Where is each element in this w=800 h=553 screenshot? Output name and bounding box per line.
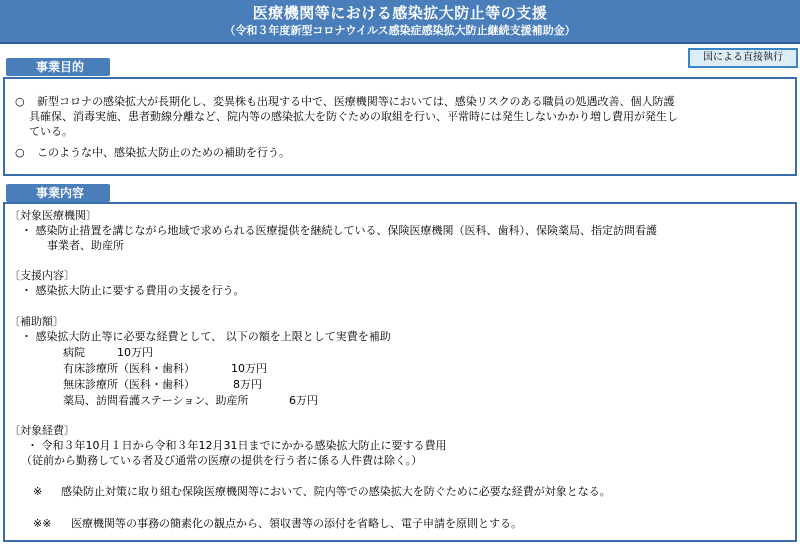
circle-bullet-icon: ○ — [15, 146, 25, 159]
execution-badge: 国による直接執行 — [688, 48, 798, 68]
support-line-1: ・ 感染拡大防止に要する費用の支援を行う。 — [21, 284, 245, 297]
subsidy-row-amount: 6万円 — [289, 394, 318, 407]
subsidy-row-name: 病院 — [63, 346, 85, 359]
subsidy-heading: 〔補助額〕 — [9, 315, 64, 328]
note-1-text: 感染防止対策に取り組む保険医療機関等において、院内等での感染拡大を防ぐために必要な経費が対象となる。 — [61, 485, 611, 498]
support-heading: 〔支援内容〕 — [9, 269, 75, 282]
target-facilities-line-1: ・ 感染防止措置を講じながら地域で求められる医療提供を継続している、保険医療機関（医科、歯科）、保険薬局、指定訪問看護 — [21, 224, 657, 237]
target-facilities-heading: 〔対象医療機関〕 — [9, 209, 97, 222]
subsidy-row-amount: 10万円 — [231, 362, 267, 375]
expenses-line-1: ・ 令和３年10月１日から令和３年12月31日までにかかる感染拡大防止に要する費用 — [27, 439, 447, 452]
purpose-item-1-line-1: 新型コロナの感染拡大が長期化し、変異株も出現する中で、医療機関等においては、感染リスクのある職員の処遇改善、個人防護 — [37, 95, 675, 108]
subsidy-row-amount: 8万円 — [233, 378, 262, 391]
page-header — [0, 0, 800, 44]
expenses-line-2: （従前から勤務している者及び通常の医療の提供を行う者に係る人件費は除く。） — [21, 454, 423, 467]
subsidy-row-name: 薬局、訪問看護ステーション、助産所 — [63, 394, 249, 407]
subsidy-row-amount: 10万円 — [117, 346, 153, 359]
content-section-box — [3, 202, 797, 542]
page-title: 医療機関等における感染拡大防止等の支援 — [252, 4, 548, 22]
subsidy-row-name: 有床診療所（医科・歯科） — [63, 362, 195, 375]
subsidy-row-name: 無床診療所（医科・歯科） — [63, 378, 195, 391]
circle-bullet-icon: ○ — [15, 95, 25, 108]
note-mark: ※ — [33, 485, 43, 498]
content-section-label: 事業内容 — [6, 184, 110, 202]
expenses-heading: 〔対象経費〕 — [9, 424, 75, 437]
target-facilities-line-2: 事業者、助産所 — [47, 239, 124, 252]
subsidy-intro: ・ 感染拡大防止等に必要な経費として、 以下の額を上限として実費を補助 — [21, 330, 391, 343]
note-mark: ※※ — [33, 517, 52, 530]
purpose-section-label: 事業目的 — [6, 58, 110, 76]
purpose-item-1-line-3: ている。 — [29, 125, 73, 138]
note-2-text: 医療機関等の事務の簡素化の観点から、領収書等の添付を省略し、電子申請を原則とする。 — [71, 517, 522, 530]
purpose-section-box — [3, 77, 797, 176]
purpose-item-1-line-2: 具確保、消毒実施、患者動線分離など、院内等の感染拡大を防ぐための取組を行い、平常時には発生しないかかり増し費用が発生し — [29, 110, 678, 123]
page-subtitle: （令和３年度新型コロナウイルス感染症感染拡大防止継続支援補助金） — [224, 24, 576, 37]
purpose-item-2-line-1: このような中、感染拡大防止のための補助を行う。 — [37, 146, 290, 159]
